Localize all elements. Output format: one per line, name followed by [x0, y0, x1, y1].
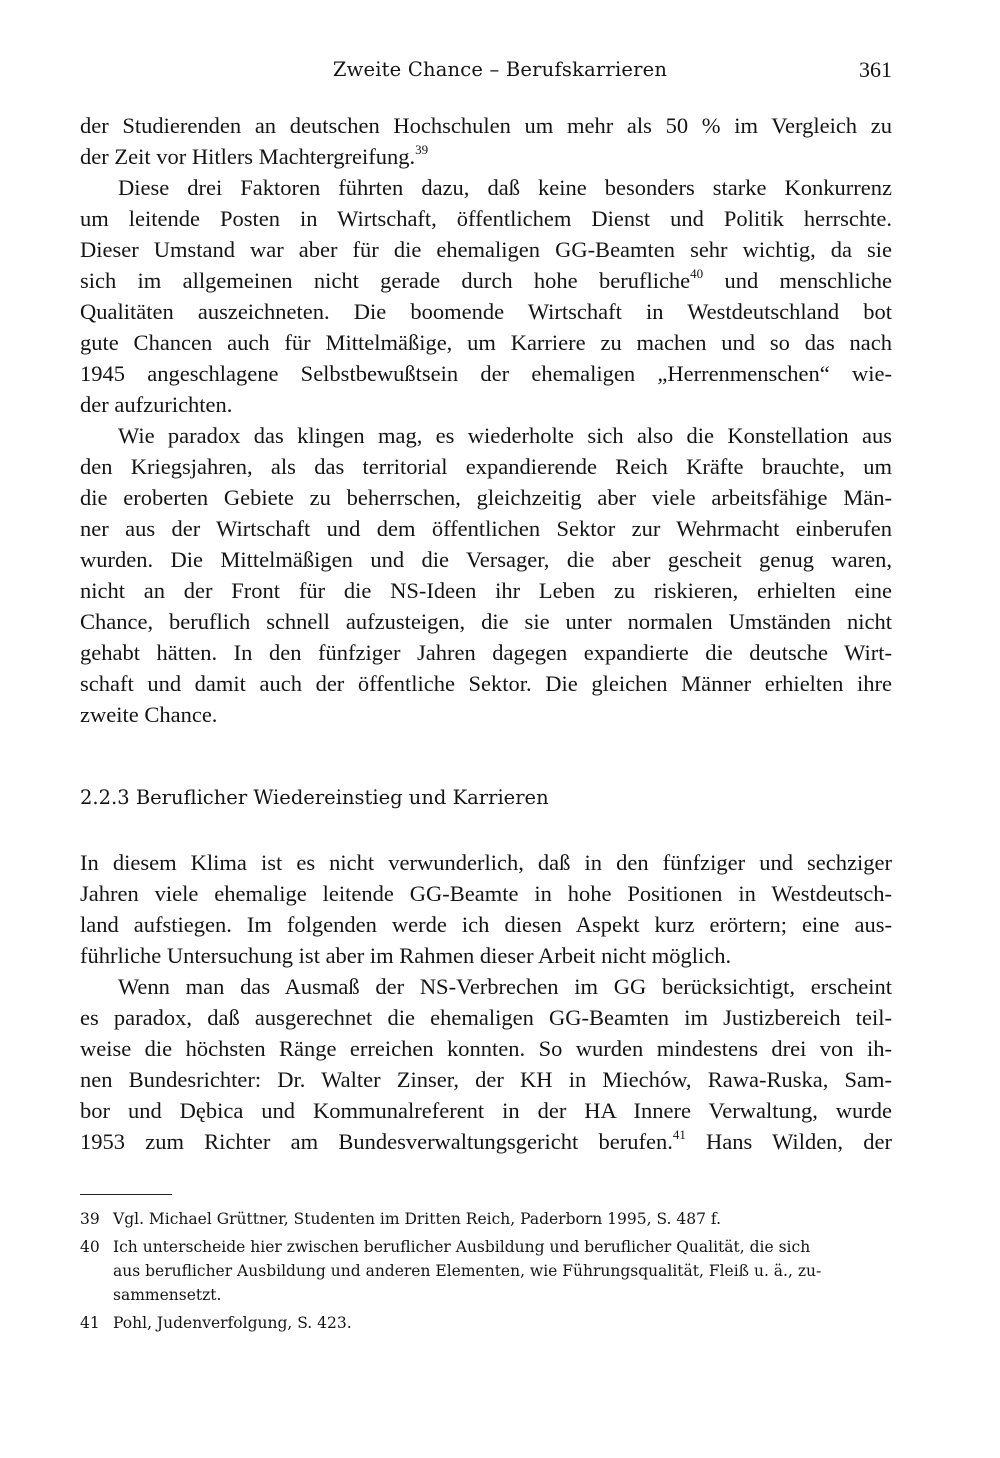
- footnote-40: 40 Ich unterscheide hier zwischen beruflicher Ausbildung und beruflicher Qualität, die sich: [80, 1238, 811, 1256]
- body-line: Chance, beruflich schnell aufzusteigen, die sie unter normalen Umständen nicht: [80, 609, 892, 634]
- body-line: der aufzurichten.: [80, 392, 233, 417]
- body-line: nicht an der Front für die NS-Ideen ihr Leben zu riskieren, erhielten eine: [80, 578, 892, 603]
- body-line: In diesem Klima ist es nicht verwunderlich, daß in den fünfziger und sechziger: [80, 850, 892, 875]
- body-line: bor und Dębica und Kommunalreferent in der HA Innere Verwaltung, wurde: [80, 1098, 892, 1123]
- body-line: Diese drei Faktoren führten dazu, daß keine besonders starke Konkurrenz: [118, 175, 892, 200]
- body-line: schaft und damit auch der öffentliche Sektor. Die gleichen Männer erhielten ihre: [80, 671, 892, 696]
- body-line: gehabt hätten. In den fünfziger Jahren dagegen expandierte die deutsche Wirt-: [80, 640, 892, 665]
- footnote-ref-41: 41: [672, 1127, 686, 1142]
- running-title: Zweite Chance – Berufskarrieren: [332, 58, 668, 81]
- section-heading: 2.2.3 Beruflicher Wiedereinstieg und Karrieren: [80, 786, 549, 809]
- body-line: wurden. Die Mittelmäßigen und die Versager, die aber gescheit genug waren,: [80, 547, 892, 572]
- body-line: 1945 angeschlagene Selbstbewußtsein der ehemaligen „Herrenmenschen“ wie-: [80, 361, 892, 386]
- footnote-ref-40: 40: [690, 266, 704, 281]
- body-line: die eroberten Gebiete zu beherrschen, gleichzeitig aber viele arbeitsfähige Män-: [80, 485, 892, 510]
- body-line: Wenn man das Ausmaß der NS-Verbrechen im GG berücksichtigt, erscheint: [118, 974, 892, 999]
- footnote-ref-39: 39: [415, 142, 429, 157]
- body-line: nen Bundesrichter: Dr. Walter Zinser, der KH in Miechów, Rawa-Ruska, Sam-: [80, 1067, 892, 1092]
- body-line: Dieser Umstand war aber für die ehemaligen GG-Beamten sehr wichtig, da sie: [80, 237, 892, 262]
- body-line: weise die höchsten Ränge erreichen konnten. So wurden mindestens drei von ih-: [80, 1036, 892, 1061]
- footnote-41: 41 Pohl, Judenverfolgung, S. 423.: [80, 1314, 352, 1332]
- body-line: um leitende Posten in Wirtschaft, öffentlichem Dienst und Politik herrschte.: [80, 206, 892, 231]
- body-line: der Studierenden an deutschen Hochschulen um mehr als 50 % im Vergleich zu: [80, 113, 892, 138]
- body-line: der Zeit vor Hitlers Machtergreifung.$^{39}$: [80, 142, 429, 169]
- page-number: 361: [859, 57, 892, 82]
- footnote-39: 39 Vgl. Michael Grüttner, Studenten im Dritten Reich, Paderborn 1995, S. 487 f.: [80, 1210, 722, 1228]
- body-line: sich im allgemeinen nicht gerade durch hohe berufliche$^{40}$ und menschliche: [80, 266, 892, 293]
- footnote-40-continuation: aus beruflicher Ausbildung und anderen Elementen, wie Führungsqualität, Fleiß u. ä., zu-: [113, 1262, 822, 1280]
- body-line: 1953 zum Richter am Bundesverwaltungsgericht berufen.$^{41}$ Hans Wilden, der: [80, 1127, 892, 1154]
- footnote-separator: [80, 1194, 172, 1195]
- body-line: Qualitäten auszeichneten. Die boomende Wirtschaft in Westdeutschland bot: [80, 299, 892, 324]
- body-line: zweite Chance.: [80, 702, 218, 727]
- body-line: ner aus der Wirtschaft und dem öffentlichen Sektor zur Wehrmacht einberufen: [80, 516, 892, 541]
- body-line: gute Chancen auch für Mittelmäßige, um Karriere zu machen und so das nach: [80, 330, 892, 355]
- body-line: land aufstiegen. Im folgenden werde ich diesen Aspekt kurz erörtern; eine aus-: [80, 912, 892, 937]
- body-line: Jahren viele ehemalige leitende GG-Beamte in hohe Positionen in Westdeutsch-: [80, 881, 892, 906]
- body-line: den Kriegsjahren, als das territorial expandierende Reich Kräfte brauchte, um: [80, 454, 892, 479]
- body-line: Wie paradox das klingen mag, es wiederholte sich also die Konstellation aus: [118, 423, 892, 448]
- footnote-40-continuation: sammensetzt.: [113, 1286, 222, 1304]
- body-line: führliche Untersuchung ist aber im Rahmen dieser Arbeit nicht möglich.: [80, 943, 732, 968]
- body-line: es paradox, daß ausgerechnet die ehemaligen GG-Beamten im Justizbereich teil-: [80, 1005, 892, 1030]
